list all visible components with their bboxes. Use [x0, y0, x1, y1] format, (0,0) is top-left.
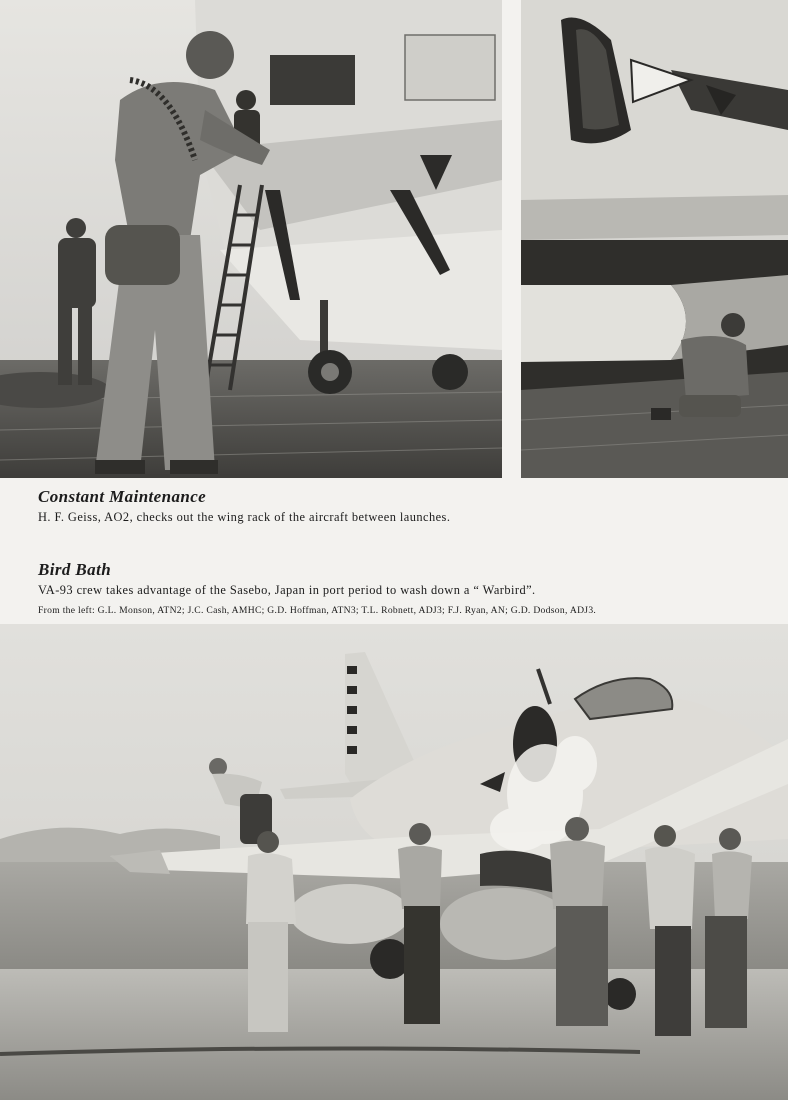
bird-bath-caption — [38, 560, 768, 617]
aircraft-underside-photo — [521, 0, 788, 478]
bird-bath-caption-text: VA-93 crew takes advantage of the Sasebo, Japan in port period to wash down a “ Warbird”. — [38, 583, 536, 597]
maintenance-photo — [0, 0, 502, 478]
aircraft-underside-photo-image — [521, 0, 788, 478]
maintenance-caption-text: H. F. Geiss, AO2, checks out the wing rack of the aircraft between launches. — [38, 510, 451, 524]
bird-bath-caption-title: Bird Bath — [38, 560, 112, 579]
bird-bath-photo-image — [0, 624, 788, 1100]
bird-bath-caption-names: From the left: G.L. Monson, ATN2; J.C. Cash, AMHC; G.D. Hoffman, ATN3; T.L. Robnett, ADJ3; F.J. Ryan, AN; G.D. Dodson, ADJ3. — [38, 605, 597, 616]
maintenance-caption — [38, 487, 768, 525]
bird-bath-photo — [0, 624, 788, 1100]
maintenance-caption-title: Constant Maintenance — [38, 487, 207, 506]
maintenance-photo-image — [0, 0, 502, 478]
